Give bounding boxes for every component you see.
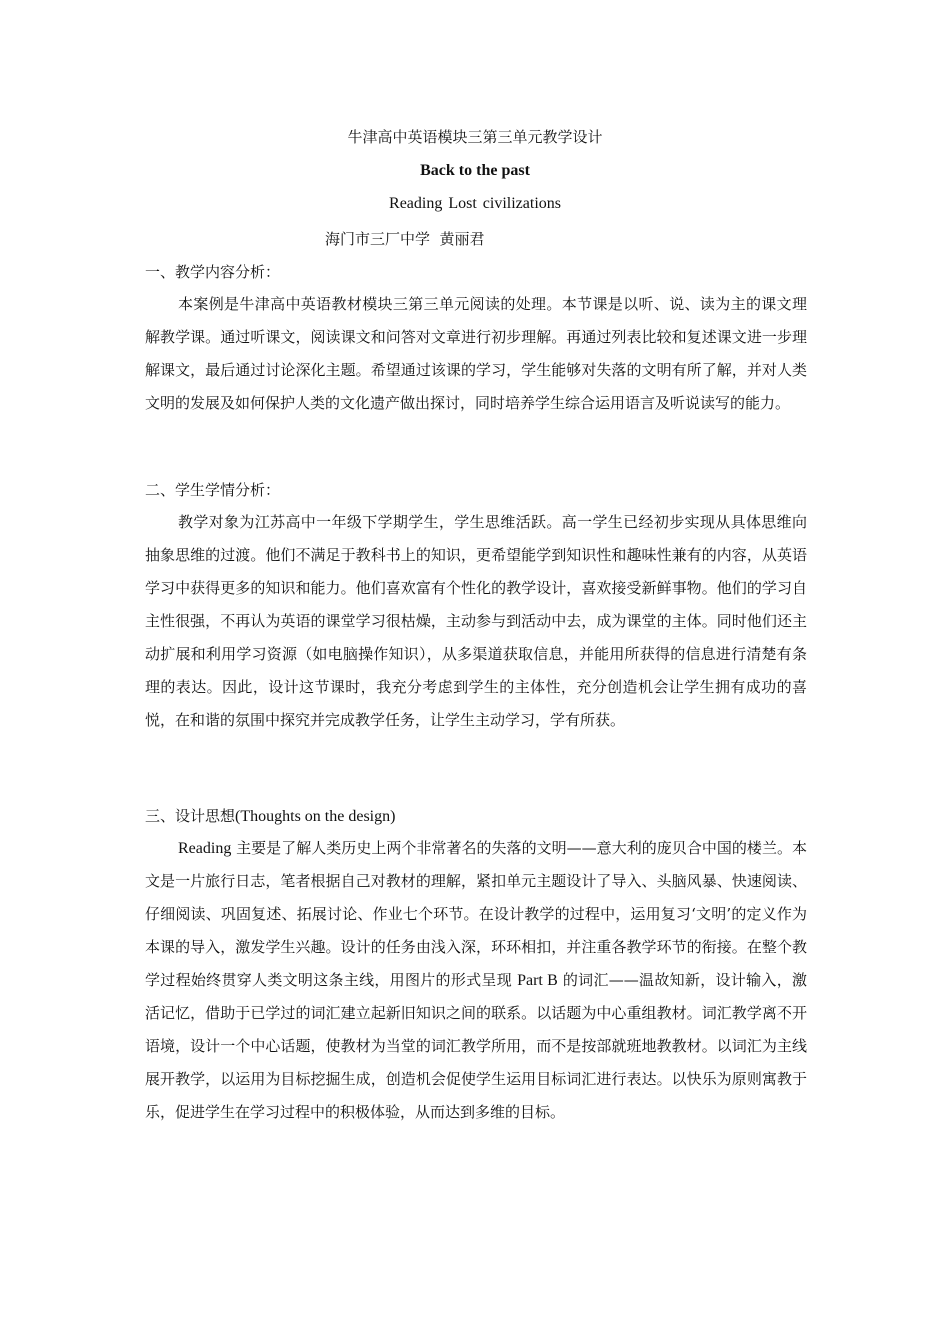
document-title: 牛津高中英语模块三第三单元教学设计 [347, 128, 603, 146]
design-heading-english: (Thoughts on the design) [235, 808, 396, 825]
section-heading-content-analysis: 一、教学内容分析： [145, 263, 281, 281]
section-heading-student-analysis: 二、学生学情分析： [145, 481, 281, 499]
author-line: 海门市三厂中学 黄丽君 [325, 230, 485, 248]
document-subtitle: Back to the past [420, 162, 530, 179]
design-paragraph-lead: Reading [178, 840, 232, 857]
design-heading-prefix: 三、设计思想 [145, 807, 236, 825]
section-paragraph-student-analysis: 教学对象为江苏高中一年级下学期学生，学生思维活跃。高一学生已经初步实现从具体思维向抽象思维的过渡。他们不满足于教科书上的知识，更希望能学到知识性和趣味性兼有的内容，从英语学习中获得更多的知识和能力。他们喜欢富有个性化的教学设计，喜欢接受新鲜事物。他们的学习自主性很强，不再认为英语的课堂学习很枯燥，主动参与到活动中去，成为课堂的主体。同时他们还主动扩展和利用学习资源（如电脑操作知识），从多渠道获取信息，并能用所获得的信息进行清楚有条理的表达。因此，设计这节课时，我充分考虑到学生的主体性，充分创造机会让学生拥有成功的喜悦，在和谐的氛围中探究并完成教学任务，让学生主动学习，学有所获。 [145, 513, 807, 729]
design-paragraph-part1: 主要是了解人类历史上两个非常著名的失落的文明——意大利的庞贝合中国的楼兰。本文是一片旅行日志，笔者根据自己对教材的理解，紧扣单元主题设计了导入、头脑风暴、快速阅读、仔细阅读、巩固复述、拓展讨论、作业七个环节。在设计教学的过程中，运用复习‘文明’的定义作为本课的导入，激发学生兴趣。设计的任务由浅入深，环环相扣，并注重各教学环节的衔接。在整个教学过程始终贯穿人类文明这条主线，用图片的形式呈现 [145, 839, 807, 989]
design-paragraph-part2: 的词汇——温故知新，设计输入，激活记忆，借助于已学过的词汇建立起新旧知识之间的联系。以话题为中心重组教材。词汇教学离不开语境，设计一个中心话题，使教材为当堂的词汇教学所用，而不是按部就班地教教材。以词汇为主线展开教学，以运用为目标挖掘生成，创造机会促使学生运用目标词汇进行表达。以快乐为原则寓教于乐，促进学生在学习过程中的积极体验，从而达到多维的目标。 [145, 971, 807, 1121]
section-paragraph-content-analysis: 本案例是牛津高中英语教材模块三第三单元阅读的处理。本节课是以听、说、读为主的课文理解教学课。通过听课文，阅读课文和问答对文章进行初步理解。再通过列表比较和复述课文进一步理解课文，最后通过讨论深化主题。希望通过该课的学习，学生能够对失落的文明有所了解，并对人类文明的发展及如何保护人类的文化遗产做出探讨，同时培养学生综合运用语言及听说读写的能力。 [145, 295, 807, 412]
section-heading-design-thoughts [145, 806, 395, 827]
section-paragraph-design-thoughts [145, 832, 807, 1129]
reading-line: Reading Lost civilizations [389, 195, 561, 212]
design-paragraph-partb: Part B [517, 972, 558, 989]
